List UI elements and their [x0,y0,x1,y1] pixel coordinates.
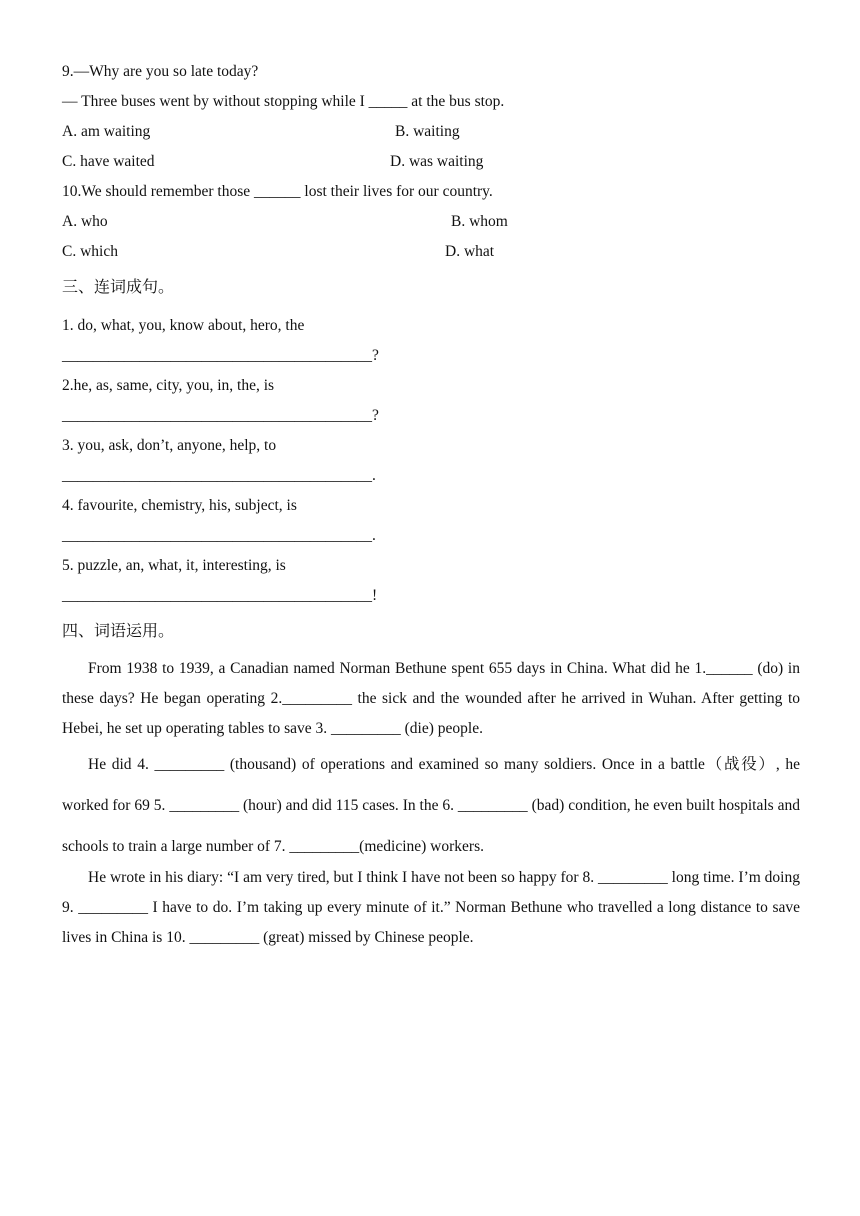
q10-option-d: D. what [445,243,495,260]
s3-item-3-words: 3. you, ask, don’t, anyone, help, to [62,437,277,454]
section4-title: 四、词语运用。 [62,621,175,640]
q9-answer-line: — Three buses went by without stopping while I _____ at the bus stop. [62,93,505,110]
q9-option-a: A. am waiting [62,123,151,140]
s4-paragraph-2: He did 4. _________ (thousand) of operations and examined so many soldiers. Once in a battle（战役）, he worked for 69 5. _________ (hour) and did 115 cases. In the 6. _________ (bad) condition, he even built hospitals and schools to train a large number of 7. _________(medicine) workers. [62,756,800,855]
s3-item-4-blank: ________________________________________. [62,527,376,544]
s3-item-2-words: 2.he, as, same, city, you, in, the, is [62,377,275,394]
s3-item-5-words: 5. puzzle, an, what, it, interesting, is [62,557,286,574]
q9-question: 9.—Why are you so late today? [62,63,259,80]
s3-item-5-blank: ________________________________________! [62,587,378,604]
s3-item-4-words: 4. favourite, chemistry, his, subject, is [62,497,297,514]
q10-option-a: A. who [62,213,108,230]
q9-option-c: C. have waited [62,153,155,170]
s3-item-3-blank: ________________________________________. [62,467,376,484]
q10-option-b: B. whom [451,213,508,230]
s4-paragraph-3: He wrote in his diary: “I am very tired, but I think I have not been so happy for 8. _________ long time. I’m doing 9. _________ I have to do. I’m taking up every minute of it.” Norman Bethune who travelled a long distance to save lives in China is 10. _________ (great) missed by Chinese people. [62,869,800,946]
q10-question: 10.We should remember those ______ lost their lives for our country. [62,183,493,200]
q9-option-d: D. was waiting [390,153,484,170]
q10-option-c: C. which [62,243,118,260]
s3-item-1-blank: ________________________________________? [62,347,379,364]
section3-title: 三、连词成句。 [62,277,175,296]
s3-item-2-blank: ________________________________________? [62,407,379,424]
s3-item-1-words: 1. do, what, you, know about, hero, the [62,317,305,334]
q9-option-b: B. waiting [395,123,460,140]
s4-paragraph-1: From 1938 to 1939, a Canadian named Norman Bethune spent 655 days in China. What did he 1.______ (do) in these days? He began operating 2._________ the sick and the wounded after he arrived in Wuhan. After getting to Hebei, he set up operating tables to save 3. _________ (die) people. [62,660,800,737]
